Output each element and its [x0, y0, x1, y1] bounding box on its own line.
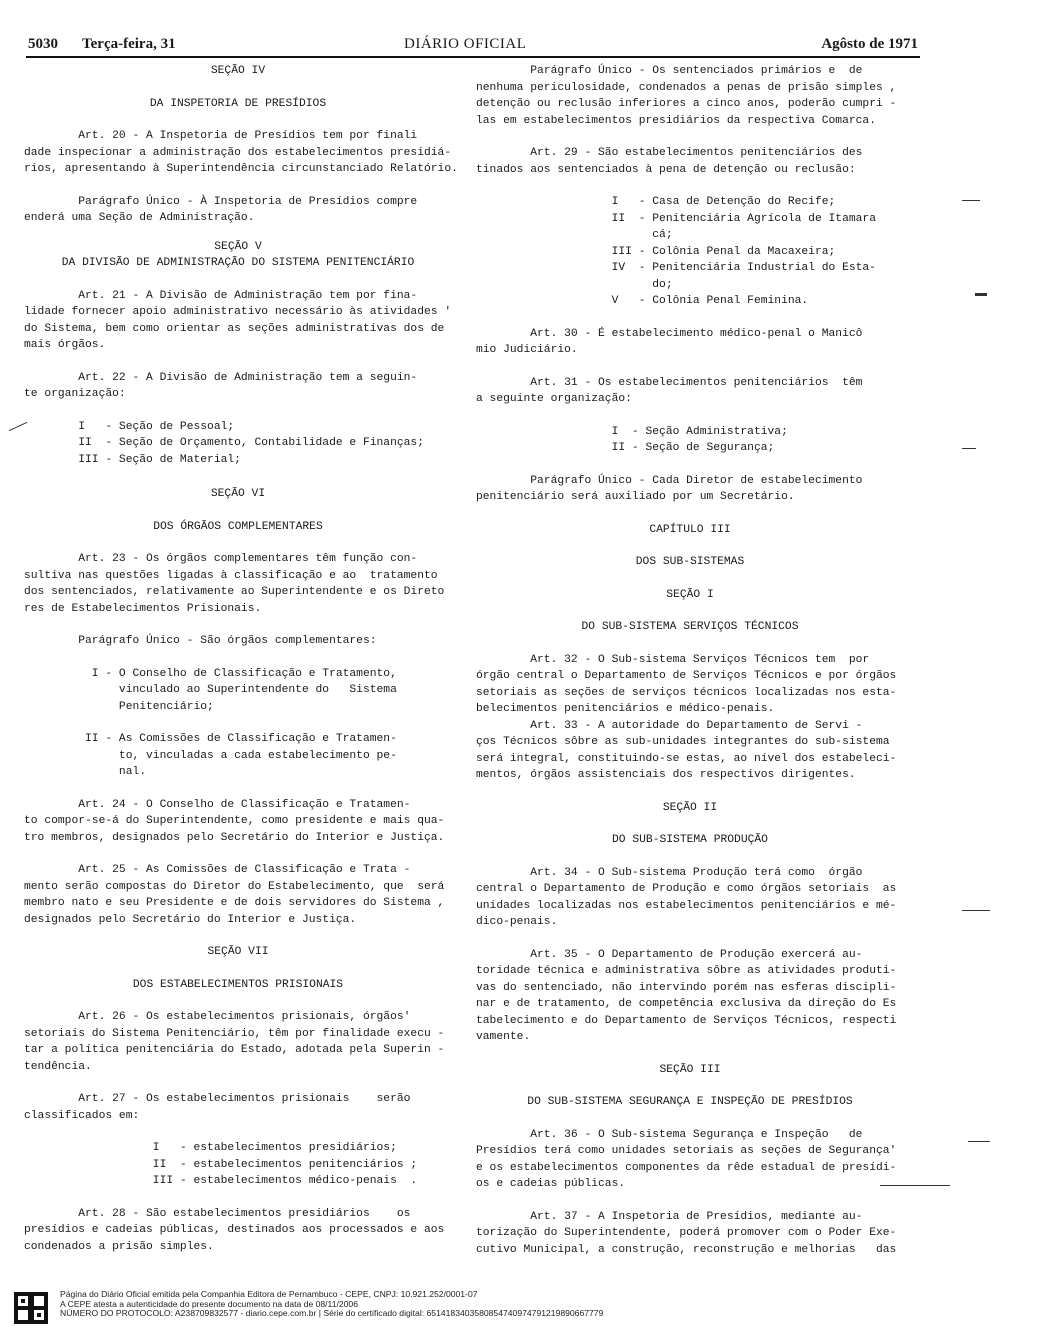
section-heading: DO SUB-SISTEMA PRODUÇÃO: [612, 834, 768, 846]
paragraph: Art. 26 - Os estabelecimentos prisionais, órgãos' setoriais do Sistema Penitenciário, têm por finalidade execu - tar a política penitenciária do Estado, adotada pela Superin - tendência.: [24, 1011, 445, 1073]
footer: [14, 1290, 1054, 1326]
scan-mark: [975, 293, 987, 296]
paragraph: Art. 31 - Os estabelecimentos penitenciários têm a seguinte organização:: [476, 376, 863, 405]
enumerated-list: I - Seção Administrativa; II - Seção de Segurança;: [611, 425, 788, 454]
header-day: Terça-feira, 31: [82, 36, 176, 52]
paragraph: Art. 37 - A Inspetoria de Presídios, mediante au- torização do Superintendente, poderá promover com o Poder Exe- cutivo Municipal, a construção, reconstrução e melhorias das: [476, 1210, 897, 1256]
cepe-logo-icon: [14, 1292, 48, 1324]
scan-mark: [968, 1141, 990, 1142]
right-column: [476, 63, 904, 1258]
paragraph: Art. 25 - As Comissões de Classificação e Trata - mento serão compostas do Diretor do Estabelecimento, que será membro nato e seu Presidente e de dois servidores do Sistema , designados pelo Secretário do Interior e Justiça.: [24, 864, 445, 926]
footer-line-2: A CEPE atesta a autenticidade do presente documento na data de 08/11/2006: [60, 1298, 358, 1309]
enumerated-list: I - Casa de Detenção do Recife; II - Penitenciária Agrícola de Itamara cá; III - Colônia Penal da Macaxeira; IV - Penitenciária Industrial do Esta- do; V - Colônia Penal Feminina.: [611, 196, 876, 307]
enumerated-list: II - As Comissões de Classificação e Tratamen- to, vinculadas a cada estabelecimento pe- nal.: [85, 733, 397, 778]
paragraph: Art. 29 - São estabelecimentos penitenciários des tinados aos sentenciados à pena de detenção ou reclusão:: [476, 147, 863, 176]
paragraph: Art. 28 - São estabelecimentos presidiários os presídios e cadeias públicas, destinados aos processados e aos condenados a prisão simples.: [24, 1207, 445, 1253]
header-title: DIÁRIO OFICIAL: [404, 36, 527, 52]
footer-line-1: Página do Diário Oficial emitida pela Companhia Editora de Pernambuco - CEPE, CNPJ: 10.921.252/0001-07: [60, 1289, 478, 1299]
paragraph: Art. 36 - O Sub-sistema Segurança e Inspeção de Presídios terá como unidades setoriais as seções de Segurança' e os estabelecimentos componentes da rêde estadual de presídi- os e cadeias públicas.: [476, 1128, 897, 1190]
section-heading: SEÇÃO VI: [210, 488, 266, 500]
paragraph: Parágrafo Único - Os sentenciados primários e de nenhuma periculosidade, condenados a penas de prisão simples , detenção ou reclusão inferiores a cinco anos, poderão cumpri - las em estabelecimentos presidiários da respectiva Comarca.: [476, 65, 897, 127]
paragraph: Art. 34 - O Sub-sistema Produção terá como órgão central o Departamento de Produção e como órgãos setoriais as unidades localizadas nos estabelecimentos penitenciários e mé- dico-penais.: [476, 866, 897, 928]
paragraph: Art. 30 - É estabelecimento médico-penal o Manicô mio Judiciário.: [476, 327, 863, 356]
paragraph: Art. 32 - O Sub-sistema Serviços Técnicos tem por órgão central o Departamento de Serviços Técnicos e por órgãos setoriais as seções de serviços técnicos localizadas nos esta- belecimentos penitenciários e médico-penais. Art. 33 - A autoridade do Departamento de Servi - ços Técnicos sôbre as sub-unidades integrantes do sub-sistema será integral, constituindo-se estas, ao nível dos estabeleci- mentos, órgãos assistenciais dos respectivos dirigentes.: [476, 653, 897, 781]
section-heading: DA INSPETORIA DE PRESÍDIOS: [149, 97, 327, 110]
section-heading: CAPÍTULO III: [649, 523, 731, 536]
footer-text: [60, 1290, 603, 1319]
scan-mark: [962, 448, 976, 449]
paragraph: Parágrafo Único - São órgãos complementares:: [24, 635, 377, 647]
left-column: [24, 63, 458, 1255]
scan-mark: [880, 1185, 950, 1186]
section-heading: SEÇÃO VII: [207, 946, 269, 958]
paragraph: Art. 22 - A Divisão de Administração tem a seguin- te organização:: [24, 371, 418, 400]
enumerated-list: I - estabelecimentos presidiários; II - estabelecimentos penitenciários ; III - estabelecimentos médico-penais .: [152, 1142, 418, 1187]
section-heading: DOS ÓRGÃOS COMPLEMENTARES: [153, 520, 323, 533]
paragraph: Art. 21 - A Divisão de Administração tem por fina- lidade fornecer apoio administrativo necessário às atividades ' do Sistema, bem como orientar as seções administrativas dos de mais órgãos.: [24, 289, 452, 351]
paragraph: Art. 27 - Os estabelecimentos prisionais serão classificados em:: [24, 1093, 411, 1122]
scan-mark: [962, 200, 980, 201]
section-heading: DO SUB-SISTEMA SERVIÇOS TÉCNICOS: [581, 621, 799, 633]
section-heading: DO SUB-SISTEMA SEGURANÇA E INSPEÇÃO DE PRESÍDIOS: [527, 1096, 853, 1108]
page-header: [28, 36, 918, 54]
enumerated-list: I - O Conselho de Classificação e Tratamento, vinculado ao Superintendente do Sistema Penitenciário;: [91, 667, 397, 713]
paragraph: Art. 20 - A Inspetoria de Presídios tem por finali dade inspecionar a administração dos estabelecimentos presidiá- rios, apresentando à Superintendência circunstanciado Relatório.: [24, 130, 458, 175]
page-number: 5030: [28, 36, 58, 52]
paragraph: Parágrafo Único - À Inspetoria de Presídios compre enderá uma Seção de Administração.: [24, 195, 418, 224]
section-heading: SEÇÃO II: [662, 801, 718, 814]
section-heading: DOS ESTABELECIMENTOS PRISIONAIS: [132, 978, 344, 991]
section-heading: SEÇÃO V: [214, 240, 262, 253]
section-heading: DOS SUB-SISTEMAS: [635, 556, 745, 568]
paragraph: Parágrafo Único - Cada Diretor de estabelecimento penitenciário será auxiliado por um Secretário.: [476, 474, 863, 503]
header-date: Agôsto de 1971: [821, 36, 918, 52]
section-heading: SEÇÃO I: [666, 588, 714, 601]
header-rule: [26, 56, 920, 58]
footer-line-3: NÚMERO DO PROTOCOLO: A238709832577 - diario.cepe.com.br | Série do certificado digital: 6514183403580854740974791219890667779: [60, 1308, 604, 1319]
paragraph: Art. 23 - Os órgãos complementares têm função con- sultiva nas questões ligadas à classificação e ao tratamento dos sentenciados, relativamente ao Superintendente e os Direto res de Estabelecimentos Prisionais.: [24, 553, 445, 615]
section-heading: SEÇÃO IV: [210, 65, 266, 77]
section-heading: SEÇÃO III: [659, 1063, 721, 1076]
enumerated-list: I - Seção de Pessoal; II - Seção de Orçamento, Contabilidade e Finanças; III - Seção de Material;: [78, 420, 424, 466]
section-heading: DA DIVISÃO DE ADMINISTRAÇÃO DO SISTEMA PENITENCIÁRIO: [61, 257, 415, 269]
scan-mark: [962, 910, 990, 911]
paragraph: Art. 24 - O Conselho de Classificação e Tratamen- to compor-se-á do Superintendente, como presidente e mais qua- tro membros, designados pelo Secretário do Interior e Justiça.: [24, 798, 445, 844]
paragraph: Art. 35 - O Departamento de Produção exercerá au- toridade técnica e administrativa sôbre as atividades produti- vas do sentenciado, não intervindo porém nas esferas discipli- nar e de tratamento, de competência exclusiva da direção do Es tabelecimento e do Departamento de Serviços Técnicos, respecti vamente.: [476, 948, 897, 1043]
